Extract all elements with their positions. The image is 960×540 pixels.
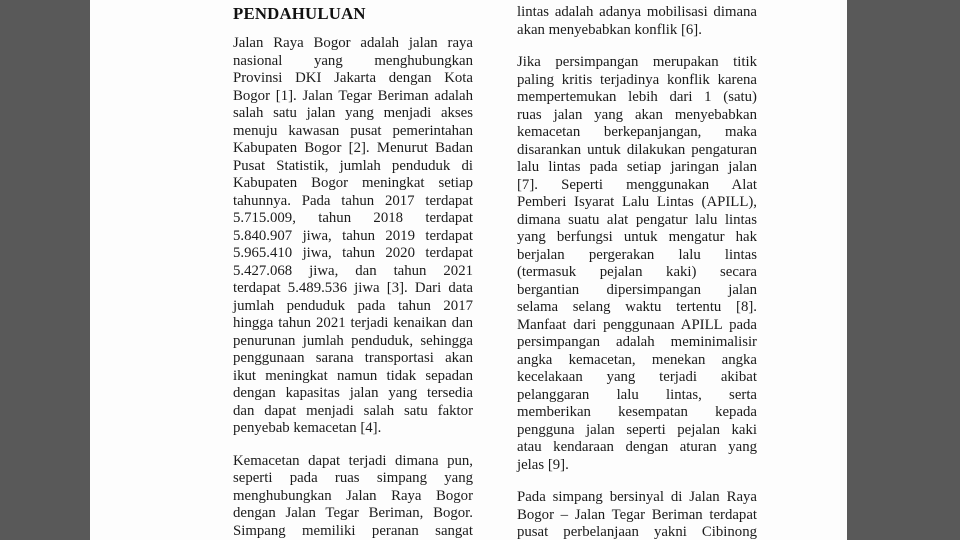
text-line: memberikan kesempatan kepada bbox=[517, 404, 757, 420]
section-heading: PENDAHULUAN bbox=[233, 4, 366, 23]
text-line: penurunan jumlah penduduk, sehingga bbox=[233, 332, 473, 349]
text-line: [7]. Seperti menggunakan Alat bbox=[517, 176, 757, 193]
text-line: Bogor – Jalan Tegar Beriman terdapat bbox=[517, 506, 757, 523]
text-line: penggunaan sarana transportasi akan bbox=[233, 350, 473, 366]
text-line: pusat perbelanjaan yakni Cibinong bbox=[517, 524, 757, 540]
text-line: dengan Jalan Tegar Beriman, Bogor. bbox=[233, 505, 473, 521]
text-line: yang berfungsi untuk mengatur hak bbox=[517, 229, 757, 245]
text-line: Simpang memiliki peranan sangat bbox=[233, 522, 473, 539]
text-line: dimana suatu alat pengatur lalu lintas bbox=[517, 211, 757, 228]
text-line: 5.840.907 jiwa, tahun 2019 terdapat bbox=[233, 227, 473, 244]
viewer-background-left bbox=[0, 0, 90, 540]
text-line: Kemacetan dapat terjadi dimana pun, bbox=[233, 452, 473, 469]
text-line: Pemberi Isyarat Lalu Lintas (APILL), bbox=[517, 194, 757, 210]
text-line: ikut meningkat namun tidak sepadan bbox=[233, 367, 473, 384]
document-page bbox=[90, 0, 847, 540]
text-line: salah satu jalan yang menjadi akses bbox=[233, 105, 473, 121]
text-line: paling kritis terjadinya konflik karena bbox=[517, 71, 757, 88]
viewer-background-right bbox=[847, 0, 960, 540]
text-line: Provinsi DKI Jakarta dengan Kota bbox=[233, 70, 473, 86]
paragraph bbox=[517, 54, 757, 474]
text-line: penyebab kemacetan [4]. bbox=[233, 420, 382, 436]
paragraph bbox=[517, 489, 757, 540]
text-line: Pusat Statistik, jumlah penduduk di bbox=[233, 157, 473, 174]
text-line: kecelakaan yang terjadi akibat bbox=[517, 369, 757, 385]
text-line: 5.965.410 jiwa, tahun 2020 terdapat bbox=[233, 245, 473, 261]
text-line: angka kemacetan, menekan angka bbox=[517, 351, 757, 368]
text-line: dengan kapasitas jalan yang tersedia bbox=[233, 385, 473, 401]
text-line: jelas [9]. bbox=[517, 456, 569, 473]
text-line: nasional yang menghubungkan bbox=[233, 52, 473, 69]
text-line: seperti pada ruas simpang yang bbox=[233, 470, 473, 486]
text-line: tahunnya. Pada tahun 2017 terdapat bbox=[233, 192, 473, 209]
text-line: Manfaat dari penggunaan APILL pada bbox=[517, 316, 757, 333]
text-line: lalu lintas pada setiap jaringan jalan bbox=[517, 159, 757, 175]
text-column-left bbox=[233, 0, 473, 540]
text-line: jumlah penduduk pada tahun 2017 bbox=[233, 297, 473, 314]
text-line: bergantian dipersimpangan jalan bbox=[517, 281, 757, 298]
text-line: ruas jalan yang akan menyebabkan bbox=[517, 106, 757, 123]
text-line: dan dapat menjadi salah satu faktor bbox=[233, 402, 473, 419]
text-line: kemacetan berkepanjangan, maka bbox=[517, 124, 757, 140]
text-line: disarankan untuk dilakukan pengaturan bbox=[517, 141, 757, 158]
text-line: hingga tahun 2021 terjadi kenaikan dan bbox=[233, 315, 473, 331]
text-line: 5.715.009, tahun 2018 terdapat bbox=[233, 210, 473, 226]
text-line: Pada simpang bersinyal di Jalan Raya bbox=[517, 489, 757, 505]
text-line: berjalan pergerakan lalu lintas bbox=[517, 246, 757, 263]
text-column-right bbox=[517, 0, 757, 540]
text-line: lintas adalah adanya mobilisasi dimana bbox=[517, 4, 757, 20]
text-line: 5.427.068 jiwa, dan tahun 2021 bbox=[233, 262, 473, 279]
text-line: Jika persimpangan merupakan titik bbox=[517, 54, 757, 70]
text-line: pelanggaran lalu lintas, serta bbox=[517, 386, 757, 403]
text-line: atau kendaraan dengan aturan yang bbox=[517, 439, 757, 455]
paragraph bbox=[517, 4, 757, 39]
text-line: menghubungkan Jalan Raya Bogor bbox=[233, 487, 473, 504]
text-line: selama selang waktu tertentu [8]. bbox=[517, 299, 757, 315]
text-line: (termasuk pejalan kaki) secara bbox=[517, 264, 757, 280]
text-line: Jalan Raya Bogor adalah jalan raya bbox=[233, 35, 473, 51]
paragraph bbox=[233, 453, 473, 540]
text-line: terdapat 5.489.536 jiwa [3]. Dari data bbox=[233, 280, 473, 296]
text-line: mempertemukan lebih dari 1 (satu) bbox=[517, 89, 757, 105]
text-line: menuju kawasan pusat pemerintahan bbox=[233, 122, 473, 139]
paragraph bbox=[233, 35, 473, 438]
text-line: persimpangan adalah meminimalisir bbox=[517, 334, 757, 350]
column-left-paragraphs bbox=[233, 35, 473, 540]
text-line: akan menyebabkan konflik [6]. bbox=[517, 21, 702, 38]
text-line: pengguna jalan seperti pejalan kaki bbox=[517, 421, 757, 438]
text-line: Bogor [1]. Jalan Tegar Beriman adalah bbox=[233, 87, 473, 104]
text-line: Kabupaten Bogor meningkat setiap bbox=[233, 175, 473, 191]
text-line: Kabupaten Bogor [2]. Menurut Badan bbox=[233, 140, 473, 156]
column-right-paragraphs bbox=[517, 4, 757, 540]
